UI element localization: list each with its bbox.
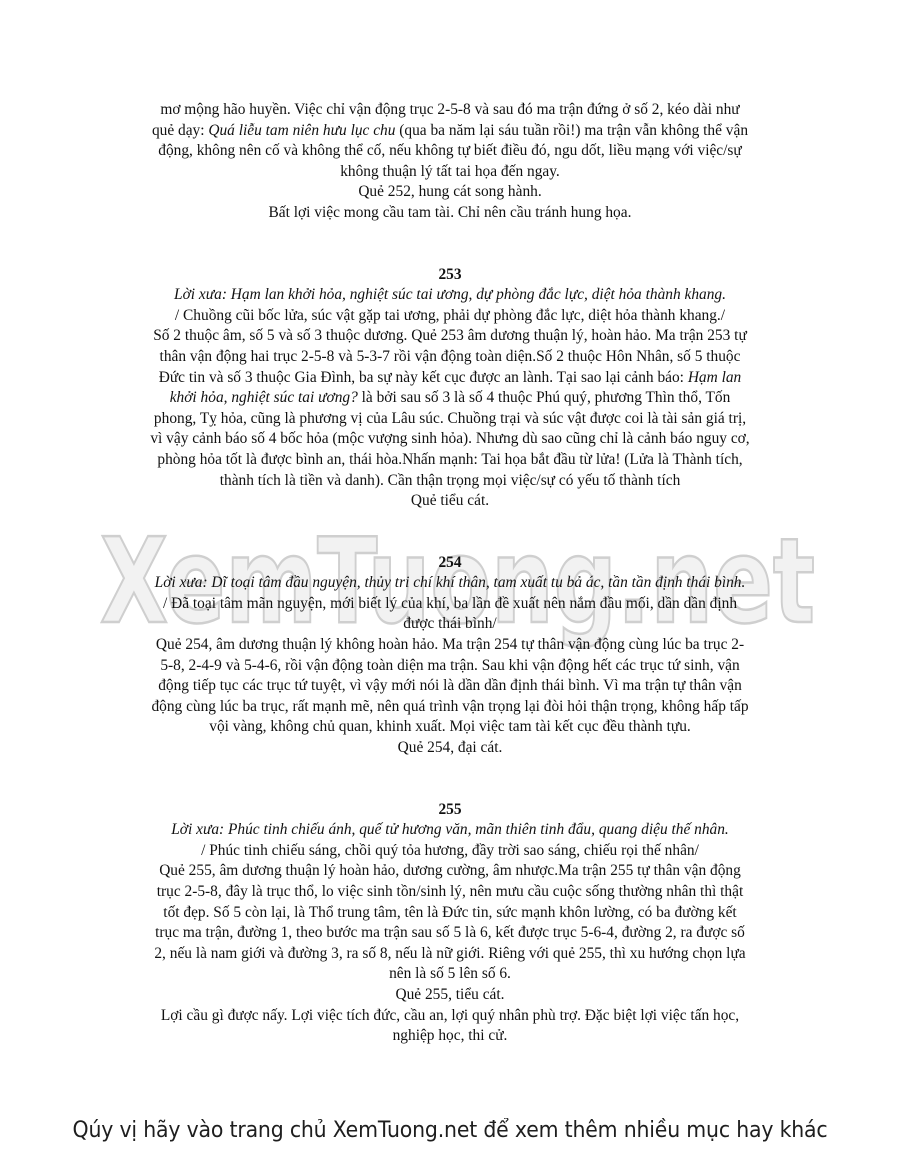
text-line: phòng hỏa tốt là được bình an, thái hòa.Nhấn mạnh: Tai họa bắt đầu từ lửa! (Lửa là Thành tích, — [157, 450, 743, 468]
italic-quote: Hạm lan — [687, 368, 742, 386]
text-line: thân vận động hai trục 2-5-8 và 5-3-7 rồi vận động toàn diện.Số 2 thuộc Hôn Nhân, số 5 thuộc — [159, 347, 741, 365]
text-line: Số 2 thuộc âm, số 5 và số 3 thuộc dương. Quẻ 253 âm dương thuận lý, hoàn hảo. Ma trận 253 tự — [153, 327, 747, 345]
text-line: động cùng lúc ba trục, rất mạnh mẽ, nên quá trình vận trọng lại đòi hỏi thận trọng, không hấp tấp — [151, 697, 749, 715]
text-span: Đức tin và số 3 thuộc Gia Đình, ba sự này kết cục được an lành. Tại sao lại cảnh báo: — [158, 368, 688, 386]
text-line: Quẻ 255, tiểu cát. — [395, 985, 505, 1003]
document-page — [100, 100, 800, 1047]
text-line: mơ mộng hão huyền. Việc chỉ vận động trục 2-5-8 và sau đó ma trận đứng ở số 2, kéo dài như — [160, 101, 740, 118]
text-line: Quẻ 255, âm dương thuận lý hoàn hảo, dương cường, âm nhược.Ma trận 255 tự thân vận động — [159, 862, 741, 880]
text-line: Bất lợi việc mong cầu tam tài. Chỉ nên cầu tránh hung họa. — [268, 203, 632, 221]
italic-quote: Quá liễu tam niên hưu lục chu — [208, 121, 396, 139]
section-254 — [100, 553, 800, 759]
text-line: được thái bình/ — [403, 615, 497, 633]
text-line — [100, 368, 800, 389]
footer-banner: Qúy vị hãy vào trang chủ XemTuong.net để xem thêm nhiều mục hay khác — [72, 1118, 828, 1143]
text-line — [100, 388, 800, 409]
text-line: Quẻ tiểu cát. — [410, 492, 490, 510]
intro-section — [100, 100, 800, 224]
text-line: nghiệp học, thi cử. — [392, 1027, 508, 1045]
section-number: 253 — [438, 265, 462, 283]
section-quote: Lời xưa: Phúc tinh chiếu ánh, quế tử hương văn, mãn thiên tinh đẩu, quang diệu thế nhân. — [171, 821, 729, 839]
text-line: Quẻ 254, đại cát. — [397, 739, 503, 757]
text-line: nên là số 5 lên số 6. — [389, 965, 511, 983]
text-line: / Đã toại tâm mãn nguyện, mới biết lý của khí, ba lần đề xuất nên nắm đầu mối, dần dần định — [162, 594, 738, 612]
text-line: tốt đẹp. Số 5 còn lại, là Thổ trung tâm, tên là Đức tin, sức mạnh khôn lường, có ba đường kết — [163, 903, 737, 921]
text-line: trục 2-5-8, đây là trục thổ, lo việc sinh tồn/sinh lý, nên mưu cầu cuộc sống thường nhân thì thật — [156, 883, 744, 900]
text-span: (qua ba năm lại sáu tuần rồi!) ma trận vẫn không thể vận — [395, 121, 749, 139]
text-line: vì vậy cảnh báo số 4 bốc hỏa (mộc vượng sinh hỏa). Nhưng dù sao cũng chỉ là cảnh báo nguy cơ, — [150, 430, 750, 448]
text-line: Lợi cầu gì được nấy. Lợi việc tích đức, cầu an, lợi quý nhân phù trợ. Đặc biệt lợi việc tấn học, — [160, 1006, 740, 1024]
section-number: 254 — [438, 553, 462, 571]
section-number: 255 — [438, 800, 462, 818]
text-line: không thuận lý tất tai họa đến ngay. — [340, 162, 560, 180]
text-line: Quẻ 254, âm dương thuận lý không hoàn hảo. Ma trận 254 tự thân vận động cùng lúc ba trục 2- — [155, 636, 745, 654]
text-line: phong, Tỵ hỏa, cũng là phương vị của Lâu súc. Chuồng trại và súc vật được coi là tài sản giá trị, — [153, 409, 747, 427]
section-255 — [100, 800, 800, 1047]
text-line: / Phúc tinh chiếu sáng, chồi quý tỏa hương, đầy trời sao sáng, chiếu rọi thế nhân/ — [201, 841, 699, 859]
text-line: 2, nếu là nam giới và đường 3, ra số 8, nếu là nữ giới. Riêng với quẻ 255, thì xu hướng chọn lựa — [154, 944, 746, 962]
text-span: quẻ dạy: — [151, 121, 209, 139]
text-line: vội vàng, không chủ quan, khinh xuất. Mọi việc tam tài kết cục đều thành tựu. — [209, 718, 691, 736]
text-line: Quẻ 252, hung cát song hành. — [358, 183, 542, 201]
text-line: / Chuồng cũi bốc lửa, súc vật gặp tai ương, phải dự phòng đắc lực, diệt hỏa thành khang./ — [174, 306, 726, 324]
text-line: động tiếp tục các trục tứ tuyệt, vì vậy mới nói là dần dần định thái bình. Vì ma trận tự thân vận — [158, 677, 742, 695]
section-quote: Lời xưa: Dĩ toại tâm đầu nguyện, thủy tri chí khí thân, tam xuất tu bả ác, tần tần định thái bình. — [154, 574, 746, 592]
text-line — [100, 121, 800, 142]
section-253 — [100, 265, 800, 512]
text-line: thành tích là tiền và danh). Cần thận trọng mọi việc/sự có yếu tố thành tích — [219, 471, 681, 489]
watermark-text: XemTuong.net — [100, 512, 815, 650]
text-span: là bởi sau số 3 là số 4 thuộc Phú quý, phương Thìn thổ, Tốn — [357, 389, 731, 407]
text-line: động, không nên cố và không thể cố, nếu không tự biết điều đó, ngu dốt, liều mạng với việc/sự — [158, 142, 742, 160]
text-line: trục ma trận, đường 1, theo bước ma trận sau số 5 là 6, kết được trục 5-6-4, đường 2, ra được số — [155, 924, 745, 942]
section-quote: Lời xưa: Hạm lan khởi hỏa, nghiệt súc tai ương, dự phòng đắc lực, diệt hỏa thành khang. — [174, 286, 726, 304]
italic-quote: khởi hỏa, nghiệt súc tai ương? — [169, 389, 358, 407]
text-line: 5-8, 2-4-9 và 5-4-6, rồi vận động toàn diện ma trận. Sau khi vận động hết các trục tứ sinh, vận — [160, 656, 740, 674]
